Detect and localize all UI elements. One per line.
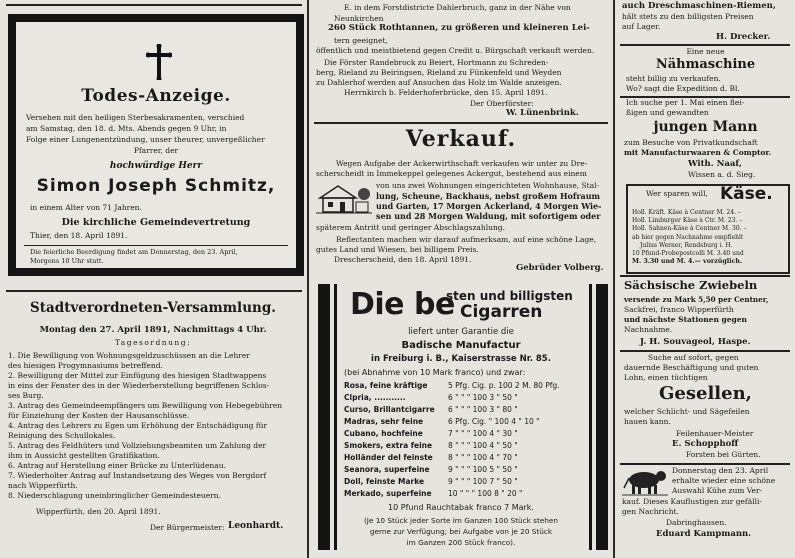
cigar-price-2: 6 " " " 100 3 " 50 " — [448, 393, 518, 402]
cigar-headline-small: sten und billigsten — [446, 289, 573, 303]
onion-signer: J. H. Souvageol, Haspe. — [640, 337, 751, 347]
sewing-line-1: steht billig zu verkaufen. — [626, 74, 721, 83]
job-place: Wissen a. d. Sieg. — [688, 170, 756, 179]
job-line-3: zum Besuche von Privatkundschaft — [624, 138, 758, 147]
cheese-row-3: Holl. Sahnen-Käse à Centner M. 30. – — [632, 225, 747, 232]
cattle-place: Dabringhausen. — [666, 518, 727, 527]
funeral-line-1: Die feierliche Beerdigung findet am Donnerstag, den 23. April, — [30, 248, 238, 256]
cheese-lead: Wer sparen will, — [646, 189, 708, 198]
sale-line-2: scherscheidt in Immekeppel gelegenes Ackergut, bestehend aus einem — [316, 169, 587, 178]
onion-line-1: versende zu Mark 5,50 per Centner, — [624, 295, 769, 304]
cross-icon — [146, 44, 172, 80]
agenda-line-8: 4. Antrag des Lehrers zu Egen um Erhöhung der Entschädigung für — [8, 421, 268, 430]
threshers-line-3: auf Lager. — [622, 22, 661, 31]
threshers-signer: H. Drecker. — [716, 32, 771, 42]
cigar-name-9: Doll, feinste Marke — [344, 477, 425, 486]
cigar-price-1: 5 Pfg. Cig. p. 100 2 M. 80 Pfg. — [448, 381, 560, 390]
sale-line-7: späterem Antritt und geringer Abschlagszahlung. — [316, 223, 505, 232]
right-column — [616, 0, 795, 558]
sewing-label: Eine neue — [686, 47, 725, 56]
agenda-line-3: 2. Bewilligung der Mittel zur Einfügung des hiesigen Stadtwappens — [8, 371, 267, 380]
cattle-line-5: gen Nachricht. — [622, 507, 679, 516]
timber-signer-label: Der Oberförster: — [470, 99, 534, 108]
cheese-title: Käse. — [720, 184, 773, 204]
job-line-2: ßigen und gewandten — [626, 108, 709, 117]
agenda-line-1: 1. Die Bewilligung von Wohnungsgeldzuschüssen an die Lehrer — [8, 351, 250, 360]
deceased-name: Simon Joseph Schmitz, — [36, 176, 276, 196]
cigar-price-5: 7 " " " 100 4 " 30 " — [448, 429, 518, 438]
timber-line-8: Herrnkirch b. Felderhoferbrücke, den 15. April 1891. — [344, 88, 548, 97]
cigar-name-8: Seanora, superfeine — [344, 465, 430, 474]
journeyman-signer: E. Schopphoff — [672, 439, 739, 449]
onion-line-3: und nächste Stationen gegen — [624, 315, 747, 324]
timber-line-7: zu Dahlerhof werden auf Ansuchen das Holz im Walde anzeigen. — [316, 78, 562, 87]
timber-line-4: öffentlich und meistbietend gegen Credit u. Bürgschaft verkauft werden. — [316, 46, 595, 55]
cigar-name-2: Clpria, ........... — [344, 393, 406, 402]
cattle-line-2: erhalte wieder eine schöne — [672, 476, 776, 485]
agenda-line-9: Reinigung des Schullokales. — [8, 431, 116, 440]
journeyman-line-3: Lohn, einen tüchtigen — [624, 373, 708, 382]
journeyman-line-2: dauernde Beschäftigung und guten — [624, 363, 759, 372]
onion-title: Sächsische Zwiebeln — [624, 278, 758, 292]
cheese-row-6: 10 Pfund-Probepostcolli M. 3.40 und — [632, 250, 744, 257]
sale-line-9: gutes Land und Wiesen, bei billigem Preis. — [316, 245, 479, 254]
council-date-line: Montag den 27. April 1891, Nachmittags 4 Uhr. — [39, 325, 267, 335]
cigar-supplied: liefert unter Garantie die — [408, 327, 514, 337]
cattle-rule — [620, 463, 790, 465]
council-signer-label: Der Bürgermeister: — [150, 523, 225, 532]
cigar-condition: (bei Abnahme von 10 Mark franco) und zwar: — [344, 368, 526, 377]
timber-line-6: berg, Rieland zu Beiringsen, Rieland zu Fünkenfeld und Weyden — [316, 68, 562, 77]
threshers-line-1: auch Dreschmaschinen-Riemen, — [622, 1, 776, 11]
cigar-footer-2: gerne zur Verfügung; bei Aufgabe von je 20 Stück — [369, 527, 553, 536]
cigar-headline-big: Die be — [350, 287, 455, 322]
agenda-line-6: 3. Antrag des Gemeindeempfängers um Bewilligung von Hebegebühren — [8, 401, 283, 410]
column-rule-left — [307, 0, 309, 558]
job-line-4: mit Manufacturwaaren & Comptor. — [624, 148, 772, 157]
agenda-label: Tagesordnung: — [114, 338, 192, 347]
journeyman-trade: Feilenhauer-Meister — [676, 429, 754, 438]
cigar-name-6: Smokers, extra feine — [344, 441, 433, 450]
funeral-line-2: Morgens 10 Uhr statt. — [30, 257, 104, 265]
top-rule — [6, 4, 302, 6]
cattle-line-1: Donnerstag den 23. April — [672, 466, 769, 475]
sale-line-1: Wegen Aufgabe der Ackerwirthschaft verkaufen wir unter zu Dre- — [336, 159, 588, 168]
council-signer: Leonhardt. — [228, 521, 284, 531]
timber-line-5: Die Förster Randebrock zu Beiert, Hortmann zu Schreden- — [324, 58, 549, 67]
death-notice-place-date: Thier, den 18. April 1891. — [30, 231, 128, 240]
agenda-line-10: 5. Antrag des Feldhüters und Vollziehungsbeamten um Zahlung der — [8, 441, 267, 450]
sale-title: Verkauf. — [405, 126, 517, 152]
council-title: Stadtverordneten-Versammlung. — [30, 300, 276, 316]
onion-line-4: Nachnahme. — [624, 325, 673, 334]
farmhouse-icon — [316, 182, 372, 216]
onion-rule — [620, 275, 790, 277]
cigar-price-6: 8 " " " 100 4 " 50 " — [448, 441, 518, 450]
cigar-price-4: 6 Pfg. Cig. " 100 4 " 10 " — [448, 417, 540, 426]
sale-line-10: Drescherscheid, den 18. April 1891. — [334, 255, 472, 264]
cheese-row-1: Holl. Kräft. Käse à Centner M. 24. – — [632, 209, 741, 216]
job-signer: With. Naaf, — [688, 159, 742, 169]
job-line-1: Ich suche per 1. Mai einen flei- — [626, 98, 745, 107]
cheese-row-5: Julius Werner, Rendsburg i. H. — [640, 242, 733, 249]
cheese-row-2: Holl. Limburger Käse à Ctr. M. 23. – — [632, 217, 743, 224]
timber-line-1: E. in dem Forstdistricte Dahlerbruch, ganz in der Nähe von — [344, 3, 571, 12]
threshers-line-2: hält stets zu den billigsten Preisen — [622, 12, 754, 21]
cigar-price-3: 6 " " " 100 3 " 80 " — [448, 405, 518, 414]
cigar-name-3: Curso, Brillantcigarre — [344, 405, 435, 414]
cigar-price-10: 10 " " " 100 8 " 20 " — [448, 489, 523, 498]
cheese-row-4: ab hier gegen Nachnahme empfiehlt — [632, 234, 744, 241]
timber-line-2: Neunkirchen — [334, 14, 384, 23]
cigar-address: in Freiburg i. B., Kaiserstrasse Nr. 85. — [371, 354, 551, 364]
journeyman-line-4: welcher Schlicht- und Sägefeilen — [624, 407, 750, 416]
death-notice — [16, 22, 296, 268]
honorific: hochwürdige Herr — [109, 161, 203, 171]
cigar-price-7: 8 " " " 100 4 " 70 " — [448, 453, 518, 462]
council-place-date: Wipperfürth, den 20. April 1891. — [36, 507, 161, 516]
agenda-line-12: 6. Antrag auf Herstellung einer Brücke zu Unterlüdenau. — [8, 461, 226, 470]
cattle-signer: Eduard Kampmann. — [656, 529, 752, 539]
sewing-line-2: Wo? sagt die Expedition d. Bl. — [626, 84, 740, 93]
agenda-line-11: ihm in Aussicht gestellten Gratifikation. — [8, 451, 160, 460]
death-notice-line-1: Versehen mit den heiligen Sterbesakramenten, verschied — [26, 113, 245, 122]
cigar-footer-3: im Ganzen 200 Stück franco). — [406, 538, 516, 547]
agenda-line-5: ses Burg. — [8, 391, 44, 400]
cigar-footer-1: (Je 10 Stück jeder Sorte im Ganzen 100 Stück stehen — [363, 516, 559, 525]
sale-line-3: von uns zwei Wohnungen eingerichteten Wohnhause, Stal- — [376, 181, 600, 190]
sale-signer: Gebrüder Volberg. — [516, 263, 604, 273]
left-column — [0, 0, 306, 558]
timber-highlight: 260 Stück Rothtannen, zu größeren und kleineren Lei- — [328, 23, 590, 33]
agenda-line-13: 7. Wiederholter Antrag auf Instandsetzung des Weges von Bergdorf — [8, 471, 267, 480]
cigar-price-8: 9 " " " 100 5 " 50 " — [448, 465, 518, 474]
cattle-line-4: kauf. Dieses Kauflustigen zur gefälli- — [622, 497, 762, 506]
death-notice-title: Todes-Anzeige. — [81, 86, 231, 106]
sewing-rule — [620, 44, 790, 46]
cigar-price-9: 9 " " " 100 7 " 50 " — [448, 477, 518, 486]
sale-line-8: Reflectanten machen wir darauf aufmerksam, auf eine schöne Lage, — [336, 235, 597, 244]
sewing-title: Nähmaschine — [655, 57, 756, 72]
death-notice-signature: Die kirchliche Gemeindevertretung — [61, 217, 251, 228]
agenda-line-14: nach Wipperfürth. — [8, 481, 78, 490]
cigar-firm: Badische Manufactur — [401, 340, 521, 351]
onion-line-2: Sackfrei, franco Wipperfürth — [624, 305, 734, 314]
cow-icon — [622, 466, 668, 496]
journeyman-place: Forsten bei Gürten. — [686, 450, 761, 459]
cigar-name-7: Holländer del feinste — [344, 453, 433, 462]
cigar-headline-word: Cigarren — [460, 302, 543, 322]
journeyman-line-1: Suche auf sofort, gegen — [648, 353, 739, 362]
sale-line-5: und Garten, 17 Morgen Ackerland, 4 Morgen Wie- — [376, 201, 602, 211]
cigar-name-5: Cubano, hochfeine — [344, 429, 423, 438]
agenda-line-15: 8. Niederschlagung uneinbringlicher Gemeindesteuern. — [8, 491, 221, 500]
agenda-line-2: des hiesigen Progymnasiums betreffend. — [8, 361, 163, 370]
middle-column — [310, 0, 612, 558]
funeral-rule — [24, 245, 288, 246]
cigar-name-1: Rosa, feine kräftige — [344, 381, 428, 390]
age-line: in einem Alter von 71 Jahren. — [30, 203, 142, 212]
death-notice-line-4: Pfarrer, der — [133, 146, 179, 155]
cigar-tobacco: 10 Pfund Rauchtabak franco 7 Mark. — [388, 503, 534, 512]
timber-line-3: tern geeignet, — [334, 36, 388, 45]
cattle-line-3: Auswahl Kühe zum Ver- — [672, 486, 763, 495]
cigar-name-10: Merkado, superfeine — [344, 489, 432, 498]
agenda-line-7: für Einziehung der Kosten der Hausanschlüsse. — [8, 411, 190, 420]
death-notice-line-2: am Samstag, den 18. d. Mts. Abends gegen 9 Uhr, in — [26, 124, 227, 133]
cigar-name-4: Madras, sehr feine — [344, 417, 424, 426]
journeyman-rule — [620, 350, 790, 352]
job-title: jungen Mann — [653, 119, 758, 135]
death-notice-line-3: Folge einer Lungenentzündung, unser theurer, unvergeßlicher — [26, 135, 265, 144]
agenda-line-4: in eins der Fenster des in der Wiederherstellung begriffenen Schlos- — [8, 381, 270, 390]
column-rule-right — [613, 0, 615, 558]
sale-line-6: sen und 28 Morgen Waldung, mit sofortigem oder — [376, 211, 601, 221]
cheese-row-7: M. 3.30 und M. 4.— vorzüglich. — [632, 258, 743, 265]
journeyman-line-5: hauen kann. — [624, 417, 671, 426]
journeyman-title: Gesellen, — [659, 383, 752, 404]
council-top-rule — [6, 290, 302, 292]
sale-line-4: lung, Scheune, Backhaus, nebst großem Hofraum — [376, 191, 600, 201]
timber-signer: W. Lünenbrink. — [506, 108, 579, 118]
sale-top-rule — [314, 122, 608, 124]
